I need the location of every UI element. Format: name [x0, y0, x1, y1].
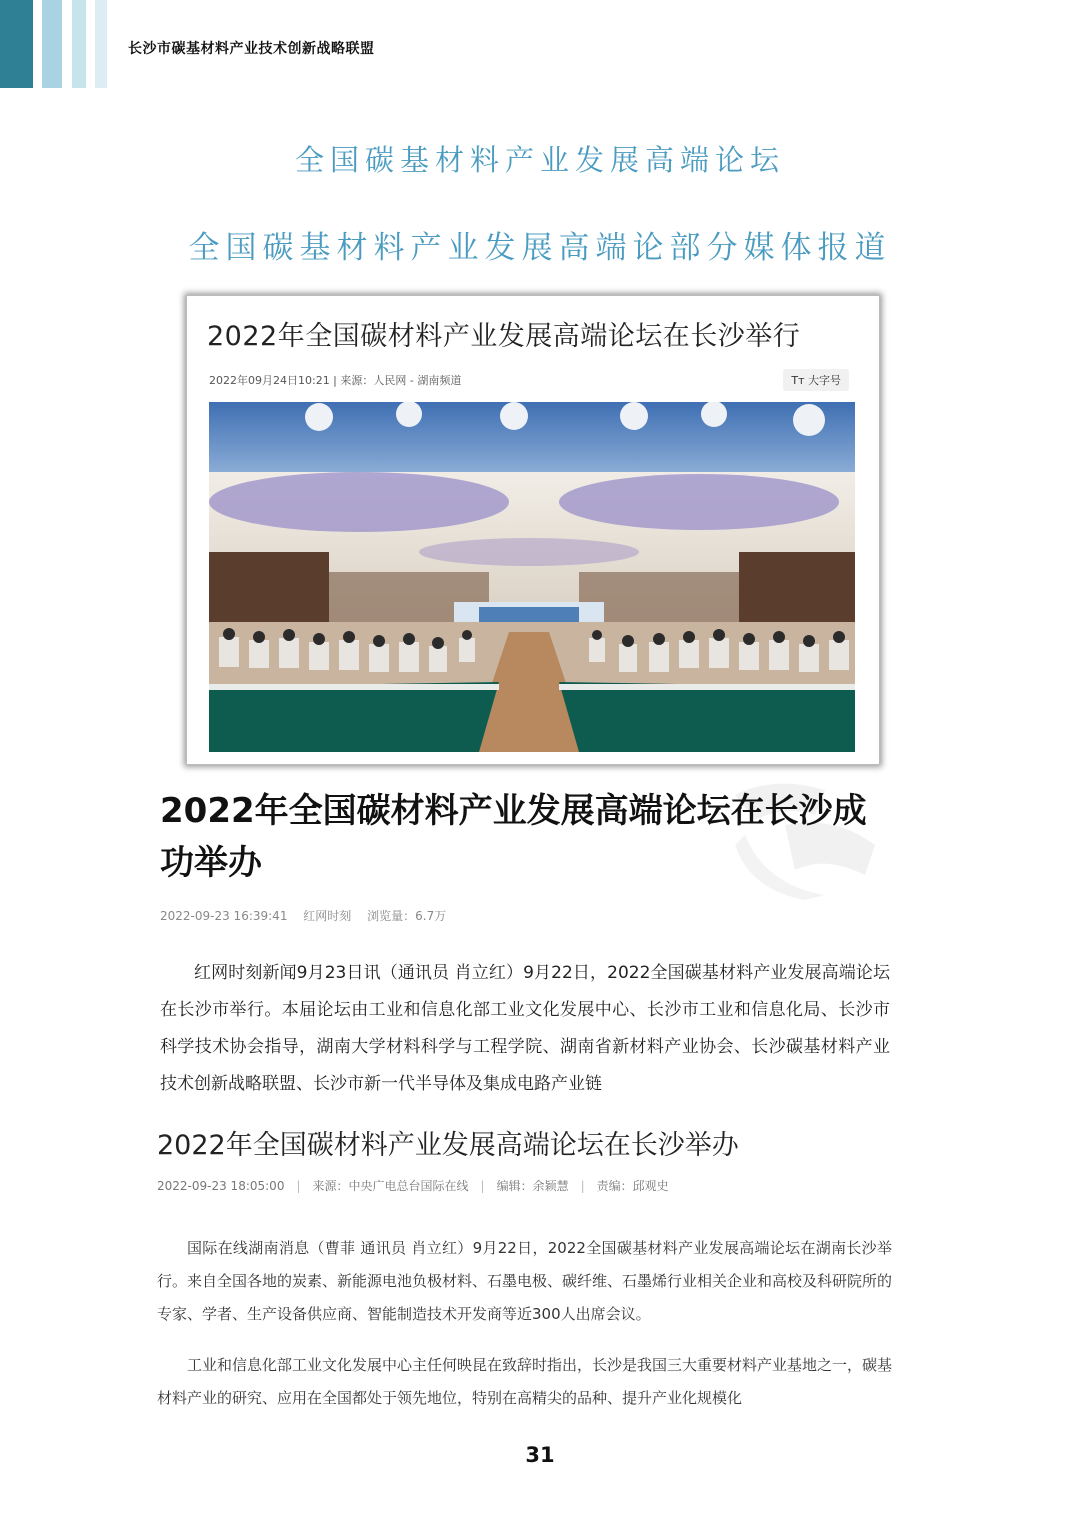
- header-stripe-1: [0, 0, 33, 88]
- header-stripe-2: [42, 0, 62, 88]
- media-report-title: 全国碳基材料产业发展高端论部分媒体报道: [188, 230, 892, 266]
- cri-source: 来源：中央广电总台国际在线: [312, 1179, 469, 1193]
- meta-separator: |: [480, 1179, 485, 1193]
- forum-title: 全国碳基材料产业发展高端论坛: [294, 143, 785, 177]
- hongwang-views: 浏览量：6.7万: [367, 909, 447, 923]
- cri-paragraph-2: 工业和信息化部工业文化发展中心主任何映昆在致辞时指出，长沙是我国三大重要材料产业基地之一，碳基材料产业的研究、应用在全国都处于领先地位，特别在高精尖的品种、提升产业化规模化: [157, 1356, 893, 1407]
- people-daily-screenshot: [186, 295, 880, 765]
- header-stripe-4: [95, 0, 107, 88]
- hongwang-date: 2022-09-23 16:39:41: [160, 909, 288, 923]
- page-number: 31: [525, 1443, 555, 1467]
- cri-date: 2022-09-23 18:05:00: [157, 1179, 285, 1193]
- cri-meta: [157, 1177, 669, 1194]
- hongwang-meta: [160, 907, 458, 924]
- conference-photo: [209, 402, 855, 752]
- header-org-name: 长沙市碳基材料产业技术创新战略联盟: [128, 41, 375, 57]
- card1-meta: 2022年09月24日10:21 | 来源：人民网 - 湖南频道: [209, 374, 462, 387]
- cri-headline: 2022年全国碳材料产业发展高端论坛在长沙举办: [157, 1130, 739, 1161]
- cri-chief-editor: 责编：邱观史: [596, 1179, 669, 1193]
- meta-separator: |: [580, 1179, 585, 1193]
- cri-editor: 编辑：余颖慧: [496, 1179, 569, 1193]
- hongwang-body: [160, 955, 890, 1103]
- card1-headline: 2022年全国碳材料产业发展高端论坛在长沙举行: [207, 321, 801, 352]
- header-stripe-3: [72, 0, 86, 88]
- hongwang-headline: 2022年全国碳材料产业发展高端论坛在长沙成功举办: [160, 791, 867, 883]
- cri-body: [157, 1232, 892, 1433]
- hongwang-paragraph: 红网时刻新闻9月23日讯（通讯员 肖立红）9月22日，2022全国碳基材料产业发展高端论坛在长沙市举行。本届论坛由工业和信息化部工业文化发展中心、长沙市工业和信息化局、长沙市科学技术协会指导，湖南大学材料科学与工程学院、湖南省新材料产业协会、长沙碳基材料产业技术创新战略联盟、长沙市新一代半导体及集成电路产业链: [160, 963, 890, 1094]
- font-size-button[interactable]: Tт 大字号: [783, 369, 849, 391]
- cri-paragraph-1: 国际在线湖南消息（曹菲 通讯员 肖立红）9月22日，2022全国碳基材料产业发展高端论坛在湖南长沙举行。来自全国各地的炭素、新能源电池负极材料、石墨电极、碳纤维、石墨烯行业相关企业和高校及科研院所的专家、学者、生产设备供应商、智能制造技术开发商等近300人出席会议。: [157, 1239, 893, 1323]
- hongwang-source: 红网时刻: [303, 909, 352, 923]
- meta-separator: |: [296, 1179, 301, 1193]
